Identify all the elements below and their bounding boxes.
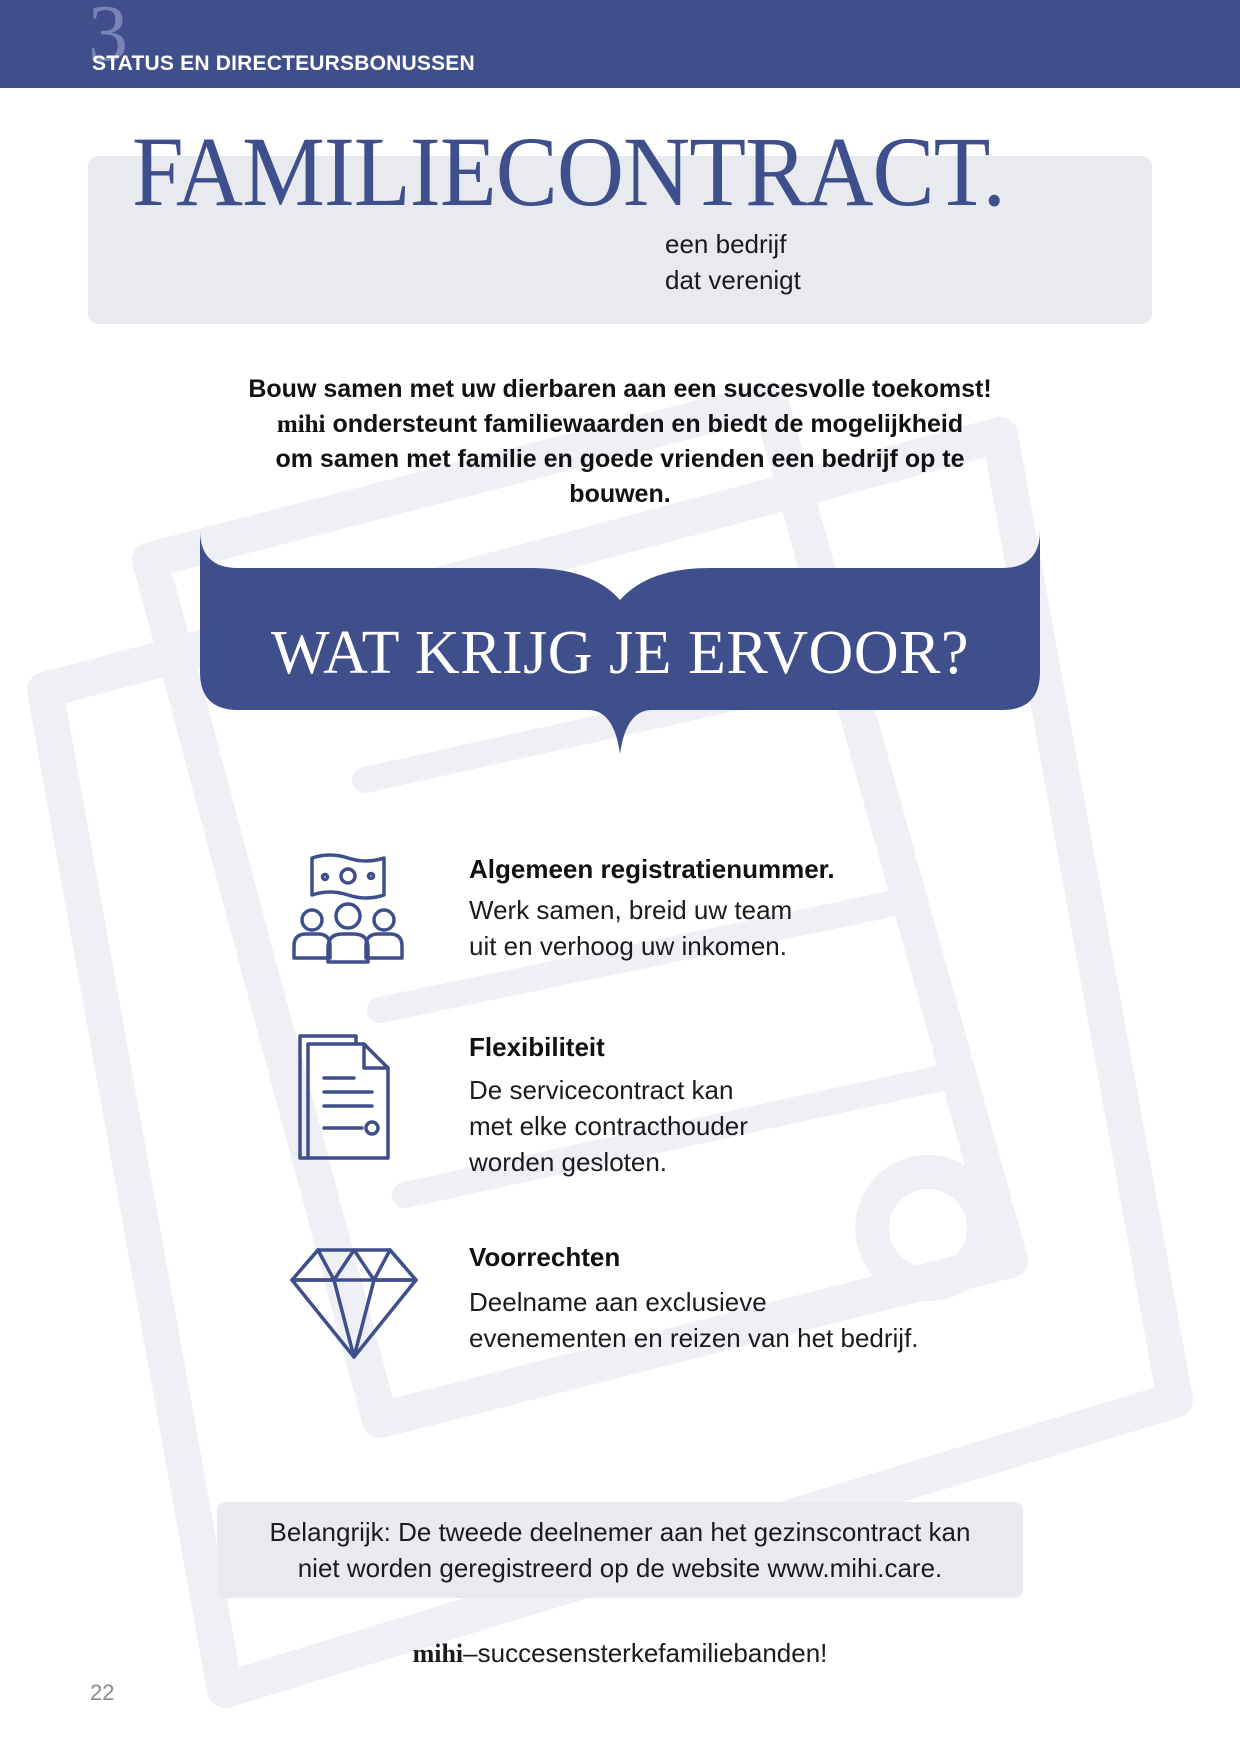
chapter-number: 3: [88, 0, 128, 78]
intro-line-2: [160, 407, 1080, 442]
feature-description: [469, 1284, 919, 1356]
feature-desc-line: Deelname aan exclusieve: [469, 1287, 767, 1317]
footer-tagline-text: –succesensterkefamiliebanden!: [463, 1638, 828, 1668]
banner-heading: WAT KRIJG JE ERVOOR?: [271, 619, 969, 687]
page-title: FAMILIECONTRACT.: [132, 116, 1005, 227]
intro-line-1: Bouw samen met uw dierbaren aan een succesvolle toekomst!: [248, 375, 992, 403]
chapter-title: STATUS EN DIRECTEURSBONUSSEN: [92, 52, 475, 75]
title-subtitle: [665, 226, 801, 298]
intro-line-4: bouwen.: [569, 480, 671, 508]
feature-desc-line: De servicecontract kan: [469, 1075, 734, 1105]
money-team-icon: [290, 850, 420, 980]
intro-line-2-text: ondersteunt familiewaarden en biedt de mogelijkheid: [325, 410, 964, 438]
feature-title: Flexibiliteit: [469, 1032, 605, 1062]
page-number: 22: [90, 1680, 115, 1705]
subtitle-line-2: dat verenigt: [665, 265, 801, 295]
feature-description: [469, 1072, 748, 1180]
feature-desc-line: met elke contracthouder: [469, 1111, 748, 1141]
feature-desc-line: uit en verhoog uw inkomen.: [469, 931, 787, 961]
brand-name: mihi: [276, 411, 326, 438]
feature-desc-line: evenementen en reizen van het bedrijf.: [469, 1323, 919, 1353]
document-icon: [290, 1030, 420, 1160]
feature-desc-line: worden gesloten.: [469, 1147, 668, 1177]
important-note: [217, 1514, 1023, 1586]
diamond-icon: [290, 1242, 420, 1372]
footer-tagline: [0, 1638, 1240, 1669]
feature-title: Voorrechten: [469, 1242, 621, 1272]
intro-line-3: om samen met familie en goede vrienden een bedrijf op te: [275, 445, 965, 473]
feature-description: [469, 892, 792, 964]
note-line-2: niet worden geregistreerd op de website www.mihi.care.: [297, 1553, 943, 1583]
subtitle-line-1: een bedrijf: [665, 229, 787, 259]
feature-desc-line: Werk samen, breid uw team: [469, 895, 793, 925]
note-line-1: Belangrijk: De tweede deelnemer aan het gezinscontract kan: [269, 1517, 971, 1547]
feature-title: Algemeen registratienummer.: [469, 854, 835, 884]
footer-brand: mihi: [412, 1639, 464, 1668]
intro-paragraph: [160, 372, 1080, 512]
